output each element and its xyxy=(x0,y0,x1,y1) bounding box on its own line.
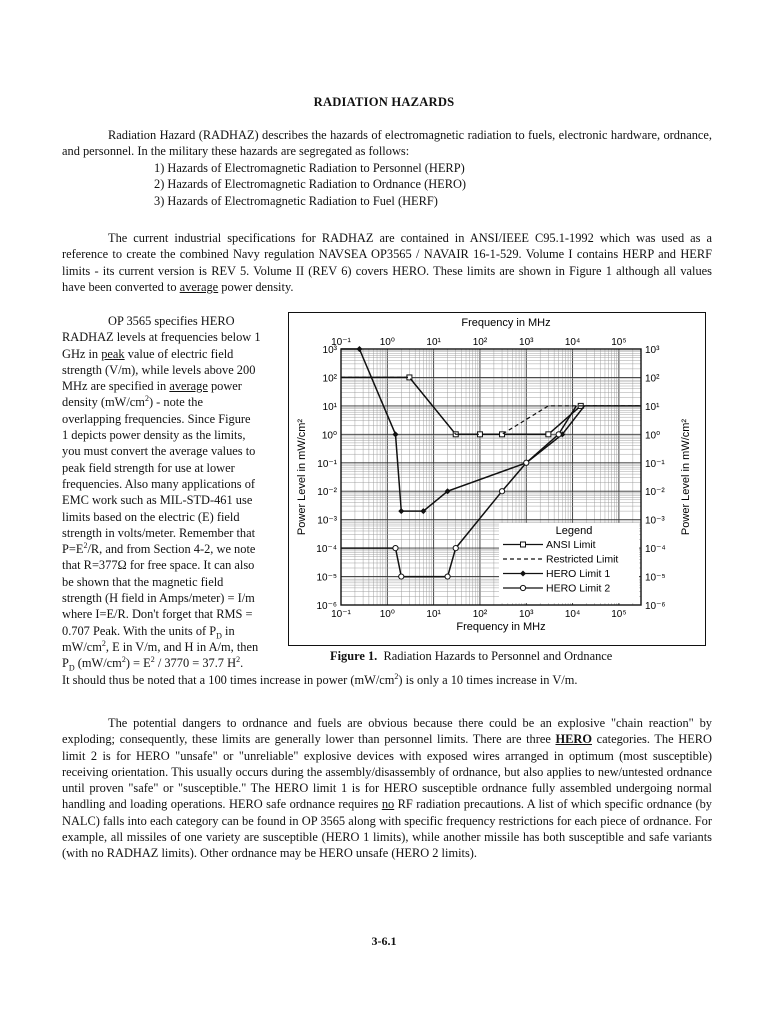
figure-caption: Figure 1. Radiation Hazards to Personnel and Ordnance xyxy=(330,649,613,663)
x-tick-label-bottom: 10⁵ xyxy=(611,609,627,620)
x-axis-label: Frequency in MHz xyxy=(456,621,546,633)
data-point xyxy=(453,546,458,551)
y-tick-label-left: 10² xyxy=(322,373,337,385)
y-axis-label-left: Power Level in mW/cm² xyxy=(296,418,308,536)
y-tick-label-left: 10⁻² xyxy=(317,487,337,499)
legend-label: HERO Limit 1 xyxy=(546,568,611,580)
data-point xyxy=(524,460,529,465)
x-tick-label-bottom: 10⁰ xyxy=(379,609,395,620)
x-tick-label-top: 10² xyxy=(472,337,488,348)
chart-legend xyxy=(499,523,639,603)
y-tick-label-right: 10⁻⁵ xyxy=(645,572,666,584)
y-tick-label-right: 10⁻² xyxy=(645,487,665,499)
x-tick-label-top: 10⁰ xyxy=(379,337,395,348)
x-tick-label-top: 10³ xyxy=(519,337,534,348)
y-tick-label-left: 10⁻⁴ xyxy=(316,544,337,556)
y-tick-label-left: 10³ xyxy=(322,345,337,356)
specifications-paragraph: The current industrial specifications for RADHAZ are contained in ANSI/IEEE C95.1-1992 which was used as a reference to create the combined Navy regulation NAVSEA OP3565 / NAVAIR 16-1-529. Volume I contains HERP and HERF limits - its current version is REV 5. Volume II (REV 6) covers HERO. These limits are shown in Figure 1 although all values have been converted to average power density. xyxy=(62,231,712,294)
y-tick-label-left: 10⁰ xyxy=(321,430,337,442)
data-point xyxy=(546,432,551,437)
legend-label: Restricted Limit xyxy=(546,553,619,566)
legend-label: ANSI Limit xyxy=(546,539,596,551)
data-point xyxy=(499,489,504,494)
figure-1 xyxy=(288,312,706,646)
series-line xyxy=(341,349,584,511)
data-point xyxy=(520,585,525,590)
x-tick-label-bottom: 10¹ xyxy=(426,609,441,620)
y-tick-label-right: 10⁻¹ xyxy=(645,458,665,470)
hazard-list xyxy=(154,160,466,209)
data-point xyxy=(392,431,398,437)
x-tick-label-top: 10⁻¹ xyxy=(331,337,351,348)
data-point xyxy=(556,432,561,437)
y-tick-label-right: 10⁻³ xyxy=(645,515,665,527)
legend-title: Legend xyxy=(555,525,593,537)
y-tick-label-left: 10⁻³ xyxy=(317,515,337,527)
y-tick-label-right: 10⁻⁴ xyxy=(645,544,666,556)
y-tick-label-right: 10⁻⁶ xyxy=(645,601,666,612)
legend-label: HERO Limit 2 xyxy=(546,582,611,595)
list-item: 2) Hazards of Electromagnetic Radiation to Ordnance (HERO) xyxy=(154,177,467,192)
data-point xyxy=(399,574,404,579)
y-tick-label-left: 10¹ xyxy=(322,401,337,413)
y-tick-label-right: 10¹ xyxy=(645,401,660,413)
page-title: RADIATION HAZARDS xyxy=(313,95,455,109)
data-point xyxy=(445,574,450,579)
list-item: 3) Hazards of Electromagnetic Radiation to Fuel (HERF) xyxy=(154,193,438,208)
x-tick-label-top: 10⁵ xyxy=(611,337,627,348)
series-hero-limit-1 xyxy=(341,346,584,514)
data-point xyxy=(356,346,362,352)
left-column-text: OP 3565 specifies HERO RADHAZ levels at frequencies below 1 GHz in peak value of electric field strength (V/m), while levels above 200 MHz are specified in average power density $(mW/cm^2)$ - note the overlapping frequencies. Since Figure 1 depicts power density as the limits, you must convert the average values to peak field strength for use at lower frequencies. Also many applications of EMC work such as MIL-STD-461 use limits based on the electric (E) field strength in volts/meter. Remember that $P=E^2/R$, and from Section 4-2, we note that R=377Ω for free space. It can also be shown that the magnetic field strength (H field in Amps/meter) = I/m where I=E/R. Don't forget that RMS = 0.707 Peak. With the units of $P_D$ in $mW/cm^2$, E in V/m, and H in A/m, then $P_D$ $(mW/cm^2) = E^2 / 3770 = 37.7$ $H^2$. It should thus be noted that a 100 times increase in power $(mW/cm^2)$ is only a 10 times increase in V/m. xyxy=(62,314,578,687)
intro-paragraph: Radiation Hazard (RADHAZ) describes the hazards of electromagnetic radiation to fuels, electronic hardware, ordnance, and personnel. In the military these hazards are segregated as follows: xyxy=(62,128,712,159)
x-tick-label-bottom: 10⁴ xyxy=(564,609,581,620)
y-tick-label-right: 10² xyxy=(645,373,660,385)
x-tick-label-top: 10¹ xyxy=(426,337,441,348)
data-point xyxy=(393,546,398,551)
y-tick-label-left: 10⁻⁵ xyxy=(316,572,337,584)
x-tick-label-top: 10⁴ xyxy=(564,337,581,348)
hero-categories-paragraph: The potential dangers to ordnance and fuels are obvious because there could be an explosive "chain reaction" by exploding; consequently, these limits are generally lower than personnel limits. There are three HERO categories. The HERO limit 2 is for HERO "unsafe" or "unreliable" explosive devices with exposed wires arranged in optimum (most susceptible) receiving orientation. This usually occurs during the assembly/disassembly of ordnance, but also applies to new/untested ordnance until proven "safe" or "susceptible." The HERO limit 1 is for HERO susceptible ordnance fully assembled undergoing normal handling and loading operations. HERO safe ordnance requires no RF radiation precautions. A list of which specific ordnance (by NALC) falls into each category can be found in OP 3565 along with specific frequency restrictions for each piece of ordnance. For example, all missiles of one variety are susceptible (HERO 1 limits), while another missile has both susceptible and safe variants (with no RADHAZ limits). Other ordnance may be HERO unsafe (HERO 2 limits). xyxy=(62,716,712,861)
y-tick-label-right: 10⁰ xyxy=(645,430,661,442)
radhaz-chart xyxy=(289,313,704,644)
y-tick-label-left: 10⁻⁶ xyxy=(316,601,337,612)
x-tick-label-bottom: 10³ xyxy=(519,609,534,620)
y-tick-label-left: 10⁻¹ xyxy=(317,458,337,470)
list-item: 1) Hazards of Electromagnetic Radiation to Personnel (HERP) xyxy=(154,161,465,175)
data-point xyxy=(398,508,404,514)
page-number: 3-6.1 xyxy=(371,934,397,948)
x-tick-label-bottom: 10² xyxy=(472,609,488,620)
chart-title: Frequency in MHz xyxy=(461,317,551,329)
x-tick-label-bottom: 10⁻¹ xyxy=(331,609,351,620)
y-axis-label-right: Power Level in mW/cm² xyxy=(680,418,692,536)
y-tick-label-right: 10³ xyxy=(645,345,660,356)
data-point xyxy=(521,542,526,547)
